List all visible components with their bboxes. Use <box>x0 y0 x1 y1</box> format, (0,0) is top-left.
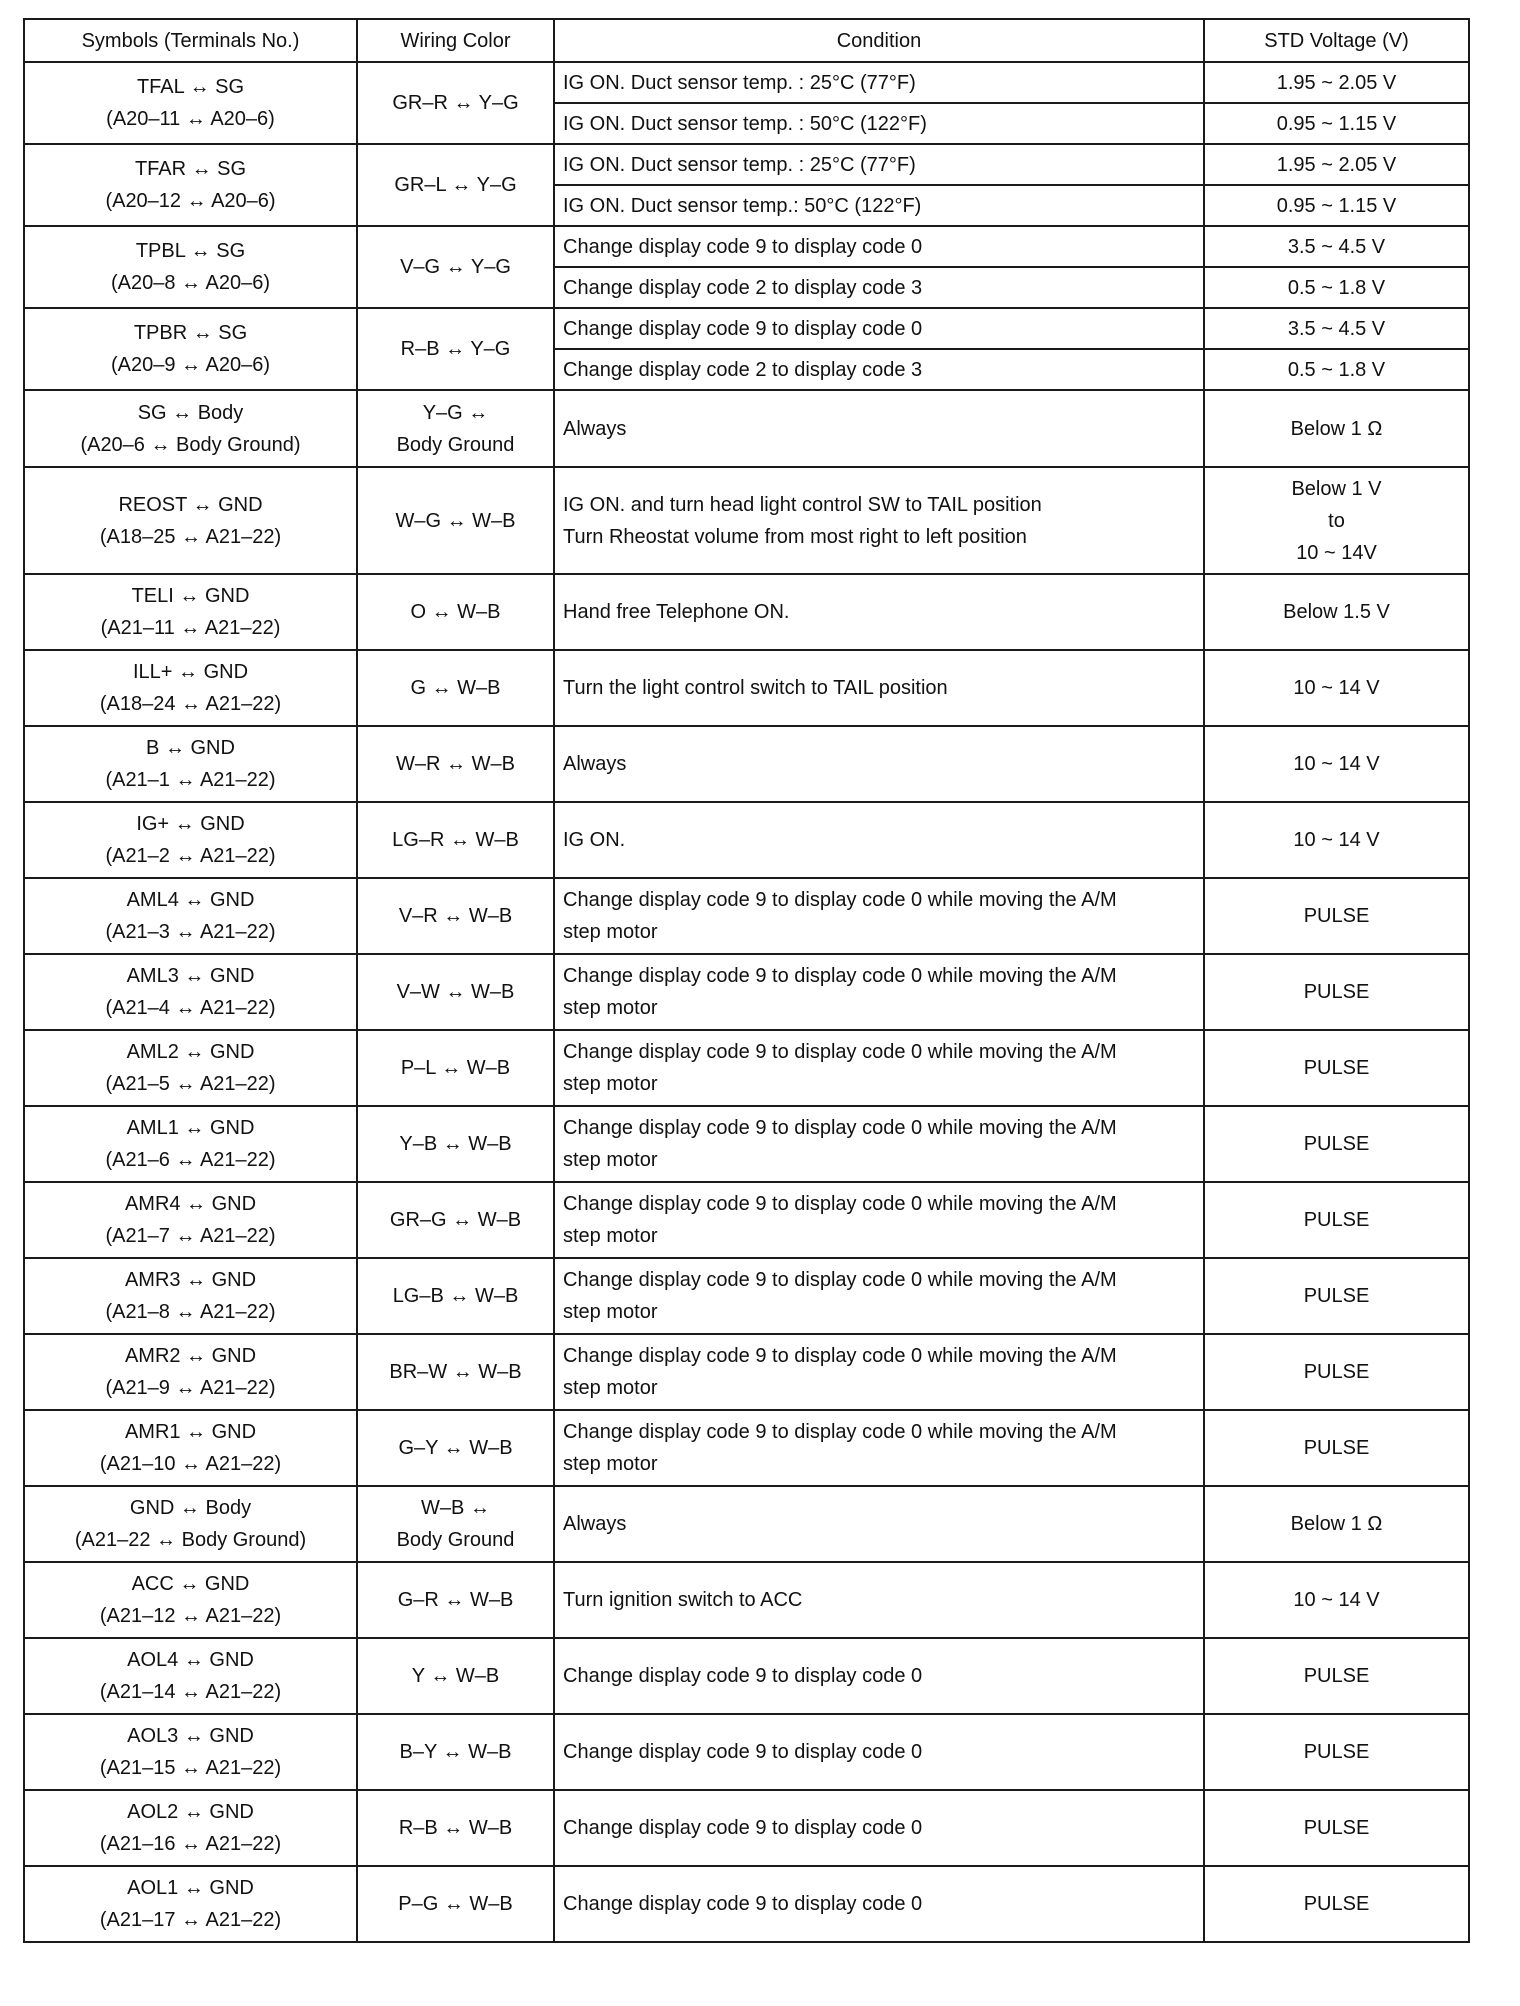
condition-line: step motor <box>563 1377 658 1399</box>
condition-line: Change display code 9 to display code 0 while moving the A/M <box>563 1117 1117 1139</box>
header-wiring-color: Wiring Color <box>357 19 554 62</box>
voltage-cell: 10 ~ 14 V <box>1204 1562 1469 1638</box>
voltage-cell: 0.95 ~ 1.15 V <box>1204 103 1469 144</box>
symbol-cell <box>24 1790 357 1866</box>
symbol-cell <box>24 726 357 802</box>
condition-cell: Turn ignition switch to ACC <box>554 1562 1204 1638</box>
voltage-cell: 0.95 ~ 1.15 V <box>1204 185 1469 226</box>
symbol-name: AMR4 ↔ GND <box>124 1193 257 1215</box>
terminal-numbers: (A20–8 ↔ A20–6) <box>111 272 270 294</box>
table-row <box>24 1866 1469 1942</box>
condition-cell <box>554 878 1204 954</box>
symbol-name: TELI ↔ GND <box>131 585 250 607</box>
terminal-voltage-table-sheet <box>23 18 1468 1943</box>
symbol-name: B ↔ GND <box>146 737 235 759</box>
condition-line: Turn Rheostat volume from most right to left position <box>563 525 1027 548</box>
symbol-cell <box>24 62 357 144</box>
terminal-numbers: (A21–9 ↔ A21–22) <box>105 1377 276 1399</box>
voltage-line: to <box>1328 509 1345 532</box>
voltage-cell: PULSE <box>1204 1638 1469 1714</box>
table-row <box>24 726 1469 802</box>
terminal-numbers: (A20–9 ↔ A20–6) <box>111 354 270 376</box>
wiring-color-cell: LG–B ↔ W–B <box>357 1258 554 1334</box>
terminal-numbers: (A21–6 ↔ A21–22) <box>105 1149 276 1171</box>
wiring-color-cell: G ↔ W–B <box>357 650 554 726</box>
terminal-voltage-table <box>23 18 1470 1943</box>
header-std-voltage: STD Voltage (V) <box>1204 19 1469 62</box>
terminal-numbers: (A21–16 ↔ A21–22) <box>99 1833 282 1855</box>
symbol-name: AMR3 ↔ GND <box>124 1269 257 1291</box>
terminal-numbers: (A21–15 ↔ A21–22) <box>99 1757 282 1779</box>
symbol-cell <box>24 308 357 390</box>
voltage-cell: 0.5 ~ 1.8 V <box>1204 349 1469 390</box>
condition-cell: Change display code 2 to display code 3 <box>554 267 1204 308</box>
terminal-numbers: (A21–17 ↔ A21–22) <box>99 1909 282 1931</box>
wiring-color-cell: GR–L ↔ Y–G <box>357 144 554 226</box>
condition-line: Change display code 9 to display code 0 while moving the A/M <box>563 1269 1117 1291</box>
condition-cell <box>554 954 1204 1030</box>
condition-cell <box>554 1106 1204 1182</box>
table-row <box>24 1486 1469 1562</box>
condition-line: step motor <box>563 921 658 943</box>
condition-cell: Change display code 9 to display code 0 <box>554 226 1204 267</box>
symbol-name: AOL2 ↔ GND <box>127 1801 254 1823</box>
symbol-cell <box>24 1638 357 1714</box>
voltage-cell: 10 ~ 14 V <box>1204 802 1469 878</box>
wiring-color-cell: GR–G ↔ W–B <box>357 1182 554 1258</box>
voltage-cell: PULSE <box>1204 1030 1469 1106</box>
voltage-cell: PULSE <box>1204 1106 1469 1182</box>
table-row <box>24 802 1469 878</box>
terminal-numbers: (A20–11 ↔ A20–6) <box>106 108 275 130</box>
table-row <box>24 1410 1469 1486</box>
condition-line: Change display code 9 to display code 0 while moving the A/M <box>563 1421 1117 1443</box>
condition-cell: Always <box>554 726 1204 802</box>
symbol-cell <box>24 390 357 467</box>
voltage-cell: 1.95 ~ 2.05 V <box>1204 144 1469 185</box>
table-row <box>24 650 1469 726</box>
header-condition: Condition <box>554 19 1204 62</box>
wiring-color-line: Body Ground <box>396 433 515 456</box>
symbol-cell <box>24 1410 357 1486</box>
symbol-name: REOST ↔ GND <box>118 493 263 516</box>
condition-line: step motor <box>563 1225 658 1247</box>
condition-cell: Change display code 9 to display code 0 <box>554 308 1204 349</box>
symbol-cell <box>24 1182 357 1258</box>
condition-line: step motor <box>563 997 658 1019</box>
voltage-cell: Below 1 Ω <box>1204 1486 1469 1562</box>
wiring-color-cell: P–L ↔ W–B <box>357 1030 554 1106</box>
voltage-cell: PULSE <box>1204 878 1469 954</box>
wiring-color-cell: Y–B ↔ W–B <box>357 1106 554 1182</box>
symbol-name: AMR1 ↔ GND <box>124 1421 257 1443</box>
condition-line: Change display code 9 to display code 0 while moving the A/M <box>563 965 1117 987</box>
symbol-name: AOL3 ↔ GND <box>127 1725 254 1747</box>
condition-line: Change display code 9 to display code 0 while moving the A/M <box>563 889 1117 911</box>
table-row <box>24 1258 1469 1334</box>
wiring-color-cell: G–R ↔ W–B <box>357 1562 554 1638</box>
symbol-cell <box>24 1866 357 1942</box>
table-row <box>24 1334 1469 1410</box>
terminal-numbers: (A21–8 ↔ A21–22) <box>105 1301 276 1323</box>
wiring-color-cell <box>357 1486 554 1562</box>
symbol-name: AMR2 ↔ GND <box>124 1345 257 1367</box>
wiring-color-line: Y–G ↔ <box>422 401 489 424</box>
table-row <box>24 1182 1469 1258</box>
condition-cell: IG ON. Duct sensor temp. : 50°C (122°F) <box>554 103 1204 144</box>
condition-cell: Hand free Telephone ON. <box>554 574 1204 650</box>
condition-line: step motor <box>563 1453 658 1475</box>
header-row <box>24 19 1469 62</box>
wiring-color-cell: B–Y ↔ W–B <box>357 1714 554 1790</box>
table-row <box>24 1714 1469 1790</box>
condition-line: IG ON. and turn head light control SW to TAIL position <box>563 493 1042 516</box>
symbol-cell <box>24 1562 357 1638</box>
symbol-cell <box>24 226 357 308</box>
symbol-cell <box>24 1106 357 1182</box>
voltage-cell: 10 ~ 14 V <box>1204 650 1469 726</box>
symbol-cell <box>24 467 357 574</box>
terminal-numbers: (A21–5 ↔ A21–22) <box>105 1073 276 1095</box>
wiring-color-cell: Y ↔ W–B <box>357 1638 554 1714</box>
voltage-cell: 0.5 ~ 1.8 V <box>1204 267 1469 308</box>
table-row <box>24 954 1469 1030</box>
wiring-color-cell: V–G ↔ Y–G <box>357 226 554 308</box>
wiring-color-cell: G–Y ↔ W–B <box>357 1410 554 1486</box>
table-row <box>24 62 1469 103</box>
condition-line: step motor <box>563 1301 658 1323</box>
voltage-cell: PULSE <box>1204 1410 1469 1486</box>
voltage-cell: PULSE <box>1204 1182 1469 1258</box>
wiring-color-line: W–B ↔ <box>421 1497 490 1519</box>
voltage-cell: PULSE <box>1204 954 1469 1030</box>
table-row <box>24 1638 1469 1714</box>
wiring-color-cell: P–G ↔ W–B <box>357 1866 554 1942</box>
wiring-color-cell: GR–R ↔ Y–G <box>357 62 554 144</box>
symbol-cell <box>24 802 357 878</box>
terminal-numbers: (A21–22 ↔ Body Ground) <box>74 1529 307 1551</box>
wiring-color-cell: LG–R ↔ W–B <box>357 802 554 878</box>
voltage-cell: PULSE <box>1204 1790 1469 1866</box>
symbol-name: TPBR ↔ SG <box>133 322 248 344</box>
table-row <box>24 390 1469 467</box>
terminal-numbers: (A21–7 ↔ A21–22) <box>105 1225 276 1247</box>
table-row <box>24 1790 1469 1866</box>
condition-cell: Always <box>554 1486 1204 1562</box>
symbol-cell <box>24 650 357 726</box>
condition-cell: Change display code 9 to display code 0 <box>554 1714 1204 1790</box>
condition-cell: Change display code 2 to display code 3 <box>554 349 1204 390</box>
voltage-line: 10 ~ 14V <box>1296 541 1377 564</box>
table-row <box>24 1030 1469 1106</box>
terminal-numbers: (A21–1 ↔ A21–22) <box>105 769 276 791</box>
table-row <box>24 878 1469 954</box>
terminal-numbers: (A21–10 ↔ A21–22) <box>99 1453 282 1475</box>
voltage-cell <box>1204 467 1469 574</box>
voltage-cell: Below 1 Ω <box>1204 390 1469 467</box>
table-row <box>24 226 1469 267</box>
voltage-cell: 1.95 ~ 2.05 V <box>1204 62 1469 103</box>
symbol-name: AOL4 ↔ GND <box>127 1649 254 1671</box>
terminal-numbers: (A21–3 ↔ A21–22) <box>105 921 276 943</box>
symbol-cell <box>24 954 357 1030</box>
symbol-cell <box>24 1334 357 1410</box>
voltage-cell: Below 1.5 V <box>1204 574 1469 650</box>
condition-cell: IG ON. Duct sensor temp. : 25°C (77°F) <box>554 62 1204 103</box>
symbol-name: AML3 ↔ GND <box>126 965 255 987</box>
symbol-name: ACC ↔ GND <box>131 1573 250 1595</box>
symbol-cell <box>24 574 357 650</box>
symbol-name: IG+ ↔ GND <box>136 813 245 835</box>
symbol-name: TFAL ↔ SG <box>136 76 245 98</box>
symbol-cell <box>24 1258 357 1334</box>
wiring-color-cell: V–W ↔ W–B <box>357 954 554 1030</box>
table-row <box>24 308 1469 349</box>
symbol-cell <box>24 878 357 954</box>
condition-cell: IG ON. Duct sensor temp. : 25°C (77°F) <box>554 144 1204 185</box>
wiring-color-cell: BR–W ↔ W–B <box>357 1334 554 1410</box>
voltage-cell: PULSE <box>1204 1714 1469 1790</box>
terminal-numbers: (A20–12 ↔ A20–6) <box>105 190 276 212</box>
voltage-cell: 3.5 ~ 4.5 V <box>1204 308 1469 349</box>
wiring-color-cell: W–G ↔ W–B <box>357 467 554 574</box>
symbol-name: TPBL ↔ SG <box>135 240 246 262</box>
terminal-numbers: (A18–25 ↔ A21–22) <box>99 525 282 548</box>
terminal-numbers: (A21–14 ↔ A21–22) <box>99 1681 282 1703</box>
voltage-cell: 10 ~ 14 V <box>1204 726 1469 802</box>
terminal-numbers: (A20–6 ↔ Body Ground) <box>80 433 301 456</box>
table-row <box>24 1562 1469 1638</box>
wiring-color-cell: W–R ↔ W–B <box>357 726 554 802</box>
condition-cell <box>554 467 1204 574</box>
voltage-cell: PULSE <box>1204 1334 1469 1410</box>
condition-line: step motor <box>563 1073 658 1095</box>
condition-cell: Change display code 9 to display code 0 <box>554 1790 1204 1866</box>
wiring-color-cell: R–B ↔ Y–G <box>357 308 554 390</box>
symbol-name: AOL1 ↔ GND <box>127 1877 254 1899</box>
symbol-name: SG ↔ Body <box>137 401 244 424</box>
condition-cell: Turn the light control switch to TAIL position <box>554 650 1204 726</box>
condition-cell <box>554 1258 1204 1334</box>
voltage-line: Below 1 V <box>1291 477 1382 500</box>
symbol-name: AML2 ↔ GND <box>126 1041 255 1063</box>
wiring-color-cell: R–B ↔ W–B <box>357 1790 554 1866</box>
condition-line: Change display code 9 to display code 0 while moving the A/M <box>563 1345 1117 1367</box>
wiring-color-cell <box>357 390 554 467</box>
voltage-cell: 3.5 ~ 4.5 V <box>1204 226 1469 267</box>
symbol-name: TFAR ↔ SG <box>134 158 247 180</box>
condition-line: Change display code 9 to display code 0 while moving the A/M <box>563 1193 1117 1215</box>
condition-cell: Change display code 9 to display code 0 <box>554 1638 1204 1714</box>
wiring-color-cell: O ↔ W–B <box>357 574 554 650</box>
symbol-cell <box>24 1030 357 1106</box>
terminal-numbers: (A21–11 ↔ A21–22) <box>100 617 281 639</box>
condition-cell: IG ON. Duct sensor temp.: 50°C (122°F) <box>554 185 1204 226</box>
symbol-name: AML1 ↔ GND <box>126 1117 255 1139</box>
condition-cell <box>554 1334 1204 1410</box>
terminal-numbers: (A18–24 ↔ A21–22) <box>99 693 282 715</box>
table-row <box>24 1106 1469 1182</box>
symbol-cell <box>24 1714 357 1790</box>
terminal-numbers: (A21–2 ↔ A21–22) <box>105 845 276 867</box>
condition-cell <box>554 1410 1204 1486</box>
header-symbols: Symbols (Terminals No.) <box>24 19 357 62</box>
condition-line: step motor <box>563 1149 658 1171</box>
symbol-name: ILL+ ↔ GND <box>132 661 249 683</box>
wiring-color-line: Body Ground <box>396 1529 515 1551</box>
terminal-numbers: (A21–12 ↔ A21–22) <box>99 1605 282 1627</box>
symbol-name: GND ↔ Body <box>129 1497 252 1519</box>
table-row <box>24 467 1469 574</box>
wiring-color-cell: V–R ↔ W–B <box>357 878 554 954</box>
table-row <box>24 574 1469 650</box>
symbol-cell <box>24 1486 357 1562</box>
condition-cell <box>554 1182 1204 1258</box>
table-row <box>24 144 1469 185</box>
condition-cell: Always <box>554 390 1204 467</box>
voltage-cell: PULSE <box>1204 1258 1469 1334</box>
symbol-cell <box>24 144 357 226</box>
condition-cell <box>554 1030 1204 1106</box>
terminal-numbers: (A21–4 ↔ A21–22) <box>105 997 276 1019</box>
condition-cell: IG ON. <box>554 802 1204 878</box>
condition-cell: Change display code 9 to display code 0 <box>554 1866 1204 1942</box>
voltage-cell: PULSE <box>1204 1866 1469 1942</box>
condition-line: Change display code 9 to display code 0 while moving the A/M <box>563 1041 1117 1063</box>
symbol-name: AML4 ↔ GND <box>126 889 255 911</box>
